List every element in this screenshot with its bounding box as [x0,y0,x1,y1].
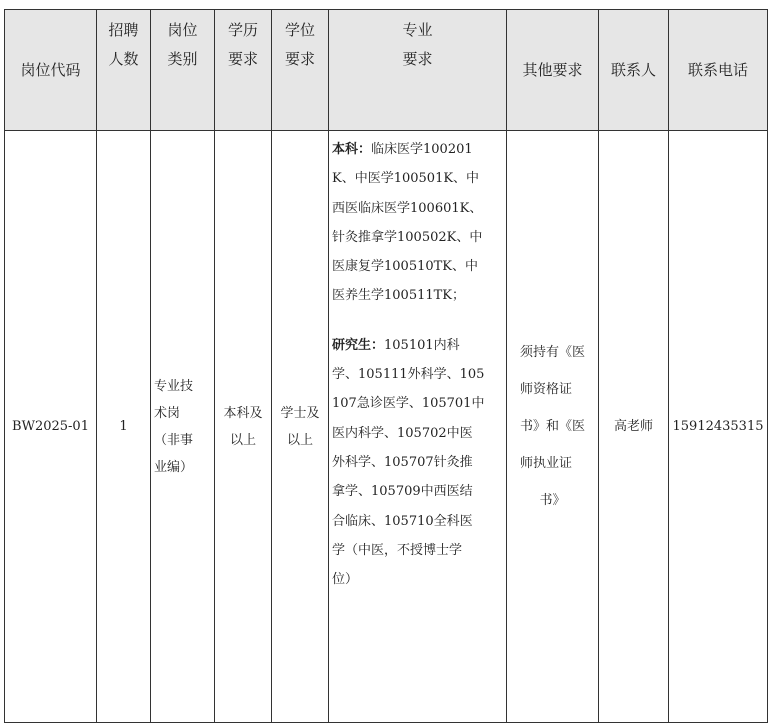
other-requirements-text [520,334,585,519]
cell-line: 师资格证 [519,382,572,397]
header-line: 人数 [108,50,139,68]
header-major [329,10,507,131]
cell-line: 书》和《医 [519,419,585,434]
major-line: 105101内科 [384,337,460,353]
cell-line: 须持有《医 [519,345,585,360]
major-line: 西医临床医学100601K、 [332,200,483,216]
cell-line: 专业技 [154,378,194,394]
header-line: 类别 [167,50,198,68]
header-education [215,10,272,131]
cell-position-category [151,131,215,723]
header-line: 要求 [227,50,258,68]
major-line: 针灸推拿学100502K、中 [332,229,483,245]
cell-other-requirements [507,131,599,723]
major-line: 拿学、105709中西医结 [332,484,473,500]
major-postgrad-label: 研究生： [332,337,385,353]
header-line: 学历 [227,21,258,39]
cell-line: （非事 [154,432,194,448]
major-line: 学、105111外科学、105 [332,367,485,383]
major-line: 外科学、105707针灸推 [332,454,473,470]
major-line: K、中医学100501K、中 [332,171,480,187]
header-hiring-count [97,10,151,131]
cell-line: 业编） [154,459,194,475]
header-contact-phone: 联系电话 [669,10,768,131]
major-line: 107急诊医学、105701中 [332,396,485,412]
major-line: 合临床、105710全科医 [332,513,473,529]
header-position-category [151,10,215,131]
cell-line: 以上 [229,432,256,448]
cell-line: 师执业证 [519,456,572,471]
header-contact-person: 联系人 [599,10,669,131]
header-line: 招聘 [108,21,139,39]
cell-line: 本科及 [223,405,263,421]
cell-degree [272,131,329,723]
header-line: 要求 [402,50,433,68]
table-row [5,131,768,723]
major-line: 位） [332,572,359,588]
header-other-requirements: 其他要求 [507,10,599,131]
major-line: 医内科学、105702中医 [332,425,473,441]
header-row [5,10,768,131]
header-line: 学位 [284,21,315,39]
cell-hiring-count: 1 [97,131,151,723]
major-undergrad-label: 本科： [332,142,372,157]
cell-major [329,131,507,723]
header-position-code: 岗位代码 [5,10,97,131]
cell-line: 以上 [286,432,313,448]
header-line: 岗位 [167,21,198,39]
cell-line: 书》 [539,493,566,508]
header-line: 专业 [402,21,433,39]
cell-position-code: BW2025-01 [5,131,97,723]
major-line: 医养生学100511TK； [332,288,466,304]
cell-education [215,131,272,723]
header-degree [272,10,329,131]
major-line: 学（中医，不授博士学 [332,542,463,558]
cell-contact-person: 高老师 [599,131,669,723]
major-line: 医康复学100510TK、中 [332,259,479,275]
cell-contact-phone: 15912435315 [669,131,768,723]
major-line: 临床医学100201 [371,142,473,157]
major-postgrad [332,331,503,360]
major-undergrad [332,135,503,164]
recruitment-table [4,9,768,723]
cell-line: 术岗 [154,405,181,421]
header-line: 要求 [284,50,315,68]
cell-line: 学士及 [280,405,320,421]
major-spacer [332,311,503,331]
